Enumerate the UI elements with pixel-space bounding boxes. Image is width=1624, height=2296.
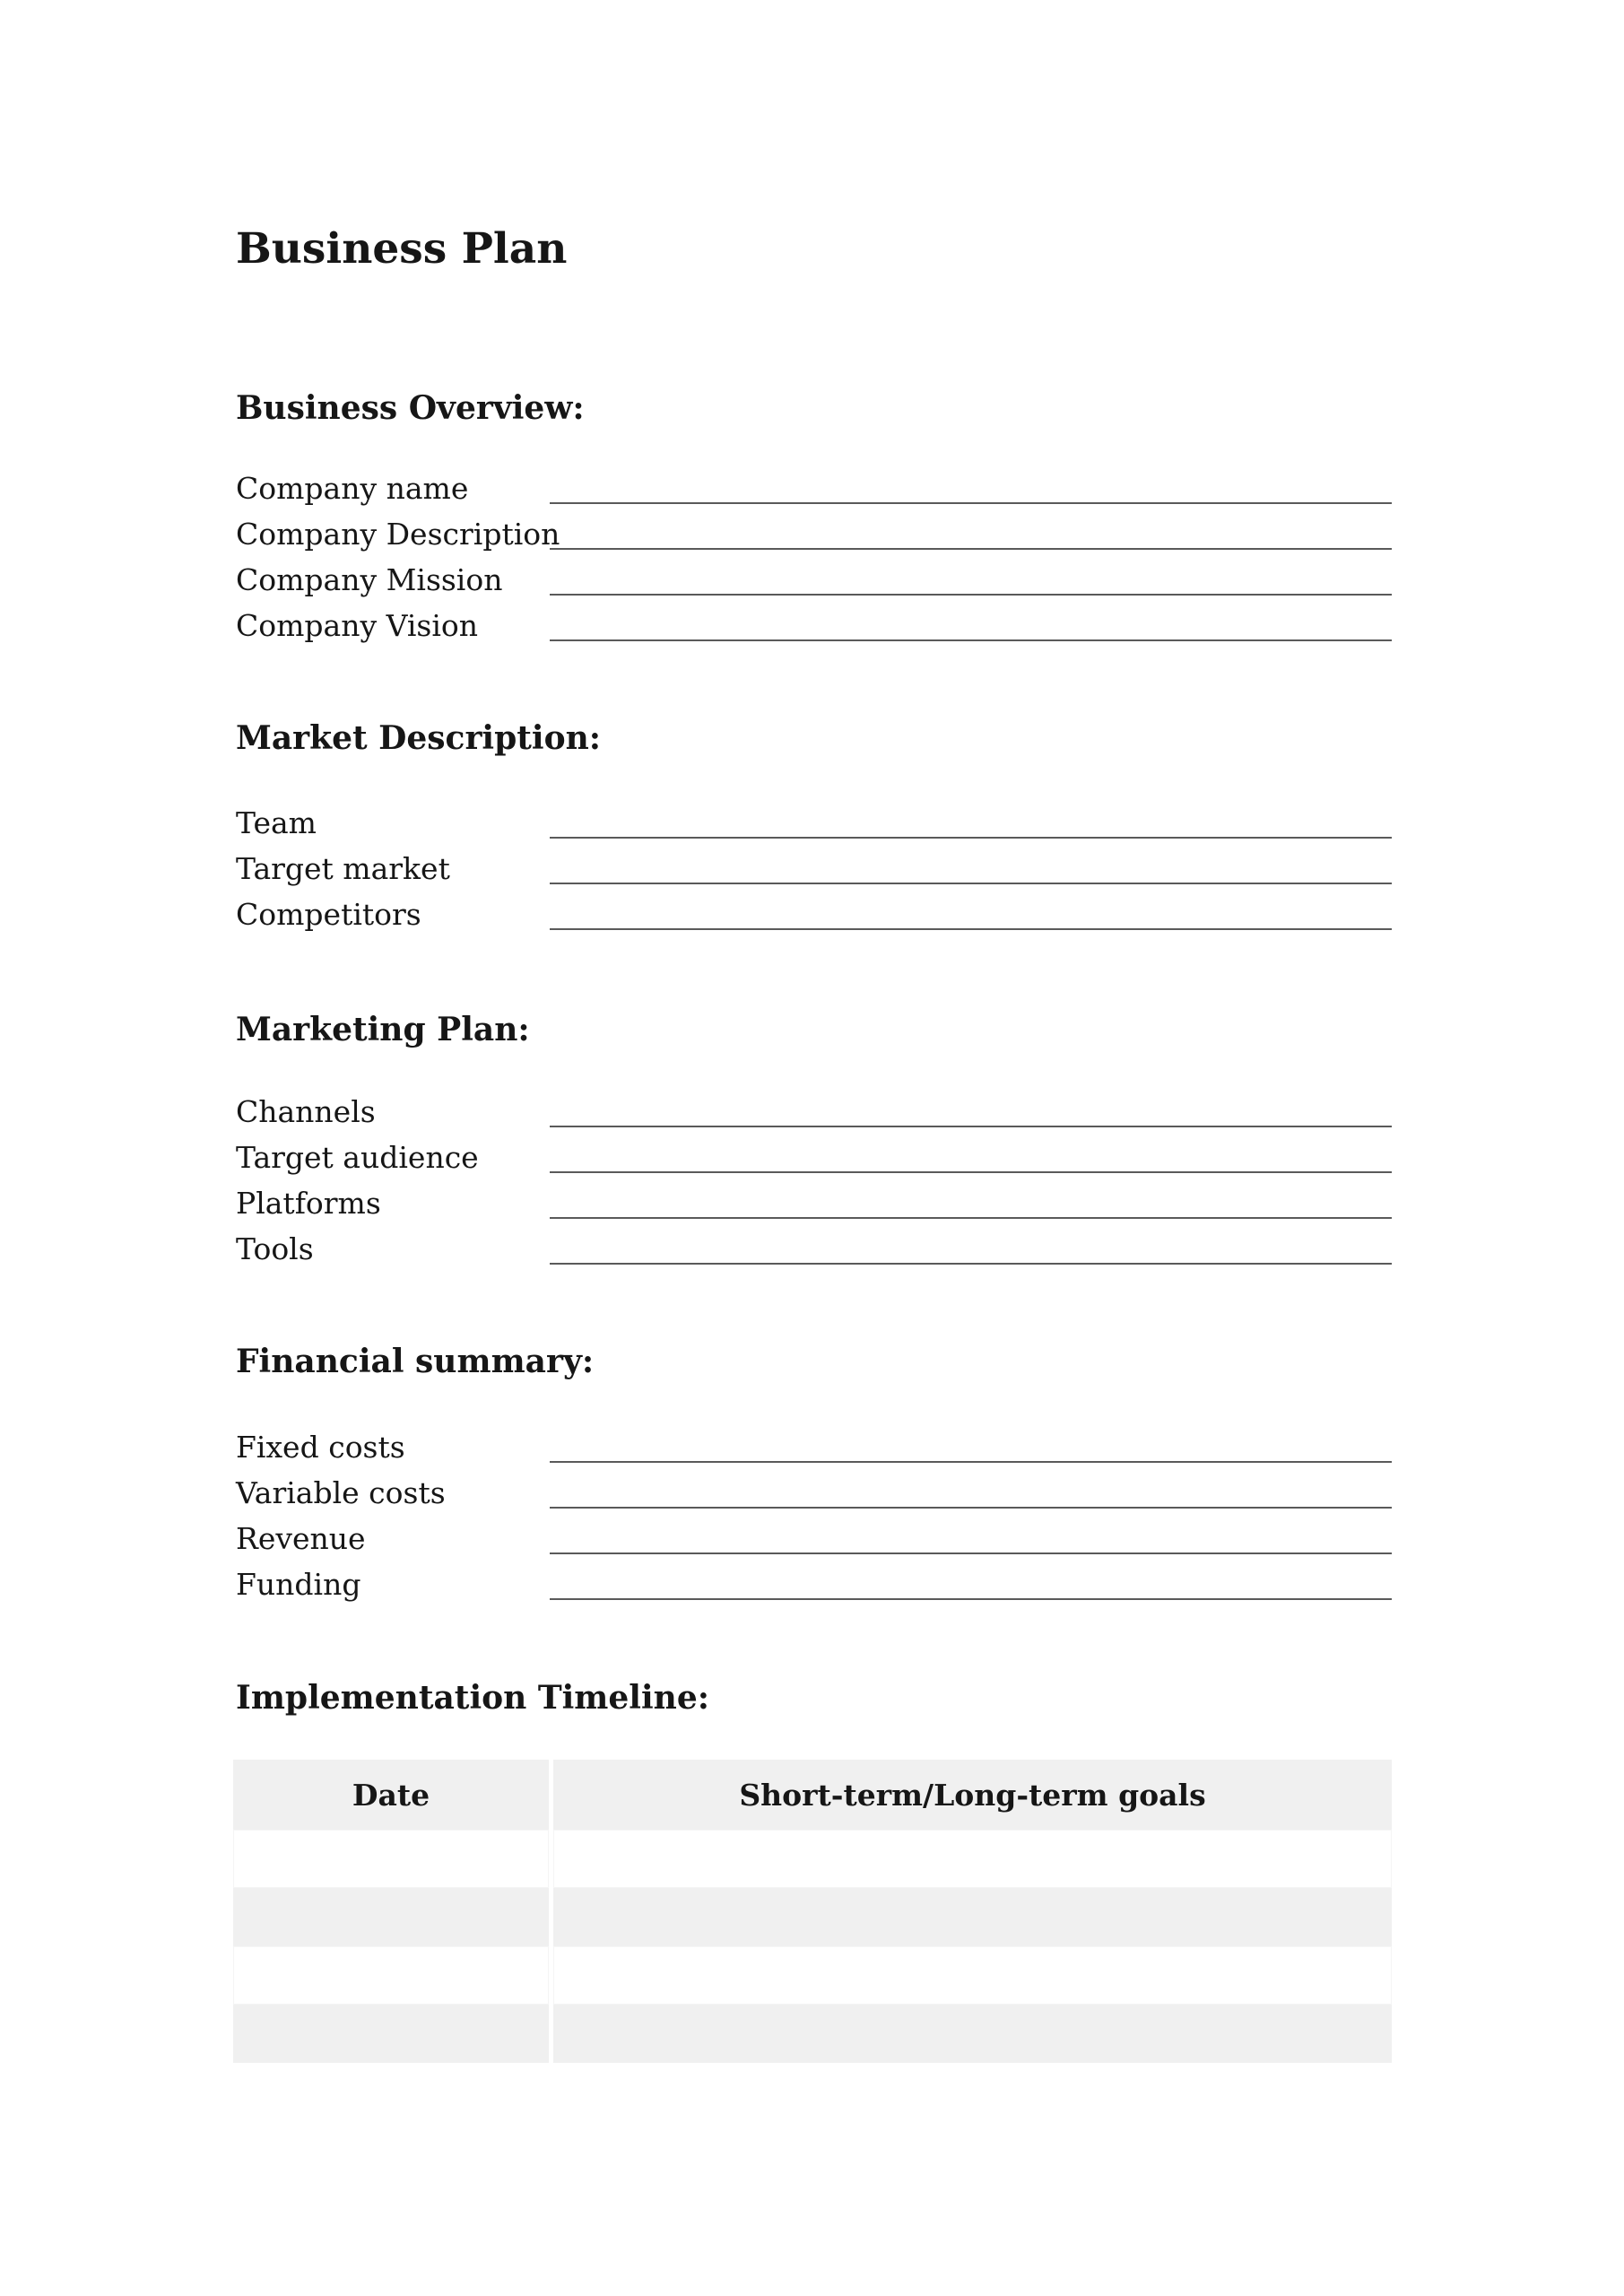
table-cell-row3-date[interactable]: [233, 1946, 549, 2005]
fill-in-line-target-audience[interactable]: [550, 1137, 1392, 1173]
table-cell-row1-goals[interactable]: [553, 1830, 1392, 1888]
field-row: [236, 560, 1392, 605]
field-label-target-audience: Target audience: [236, 1140, 479, 1175]
table-header-goals: Short-term/Long-term goals: [553, 1760, 1392, 1830]
field-label-company-vision: Company Vision: [236, 608, 479, 643]
field-row: [236, 894, 1392, 940]
fill-in-line-revenue[interactable]: [550, 1518, 1392, 1554]
field-group-business-overview: [236, 468, 1392, 651]
fill-in-line-variable-costs[interactable]: [550, 1473, 1392, 1509]
field-row: [236, 514, 1392, 560]
field-row: [236, 1183, 1392, 1229]
field-label-fixed-costs: Fixed costs: [236, 1430, 405, 1465]
field-label-tools: Tools: [236, 1231, 314, 1266]
field-label-platforms: Platforms: [236, 1186, 381, 1221]
field-row: [236, 1137, 1392, 1183]
table-cell-row1-date[interactable]: [233, 1830, 549, 1888]
fill-in-line-company-name[interactable]: [550, 468, 1392, 504]
field-group-market-description: [236, 803, 1392, 940]
field-label-company-mission: Company Mission: [236, 562, 503, 597]
field-label-variable-costs: Variable costs: [236, 1475, 446, 1510]
table-cell-row4-goals[interactable]: [553, 2005, 1392, 2063]
table-cell-row2-goals[interactable]: [553, 1888, 1392, 1946]
fill-in-line-fixed-costs[interactable]: [550, 1427, 1392, 1463]
field-row: [236, 1427, 1392, 1473]
field-row: [236, 1091, 1392, 1137]
fill-in-line-target-market[interactable]: [550, 848, 1392, 884]
field-row: [236, 1473, 1392, 1518]
field-row: [236, 848, 1392, 894]
field-label-funding: Funding: [236, 1567, 361, 1602]
field-group-marketing-plan: [236, 1091, 1392, 1274]
field-label-revenue: Revenue: [236, 1521, 366, 1556]
fill-in-line-company-description[interactable]: [550, 514, 1392, 550]
field-row: [236, 605, 1392, 651]
document-title: Business Plan: [236, 224, 568, 274]
fill-in-line-competitors[interactable]: [550, 894, 1392, 930]
section-heading-market-description: Market Description:: [236, 719, 602, 757]
field-label-channels: Channels: [236, 1094, 376, 1129]
fill-in-line-channels[interactable]: [550, 1091, 1392, 1127]
field-group-financial-summary: [236, 1427, 1392, 1610]
field-row: [236, 803, 1392, 848]
field-row: [236, 468, 1392, 514]
table-cell-row3-goals[interactable]: [553, 1946, 1392, 2005]
fill-in-line-funding[interactable]: [550, 1564, 1392, 1600]
field-row: [236, 1229, 1392, 1274]
field-label-company-name: Company name: [236, 471, 469, 506]
field-label-company-description: Company Description: [236, 517, 560, 552]
section-heading-marketing-plan: Marketing Plan:: [236, 1011, 530, 1048]
table-cell-row4-date[interactable]: [233, 2005, 549, 2063]
timeline-table: [233, 1760, 1392, 2063]
table-cell-row2-date[interactable]: [233, 1888, 549, 1946]
fill-in-line-platforms[interactable]: [550, 1183, 1392, 1219]
field-row: [236, 1518, 1392, 1564]
section-heading-implementation-timeline: Implementation Timeline:: [236, 1679, 710, 1717]
field-label-team: Team: [236, 805, 317, 840]
section-heading-business-overview: Business Overview:: [236, 389, 585, 427]
fill-in-line-company-vision[interactable]: [550, 605, 1392, 641]
section-heading-financial-summary: Financial summary:: [236, 1343, 595, 1380]
fill-in-line-team[interactable]: [550, 803, 1392, 839]
field-label-competitors: Competitors: [236, 897, 421, 932]
table-header-date: Date: [233, 1760, 549, 1830]
field-row: [236, 1564, 1392, 1610]
field-label-target-market: Target market: [236, 851, 450, 886]
fill-in-line-company-mission[interactable]: [550, 560, 1392, 596]
fill-in-line-tools[interactable]: [550, 1229, 1392, 1265]
